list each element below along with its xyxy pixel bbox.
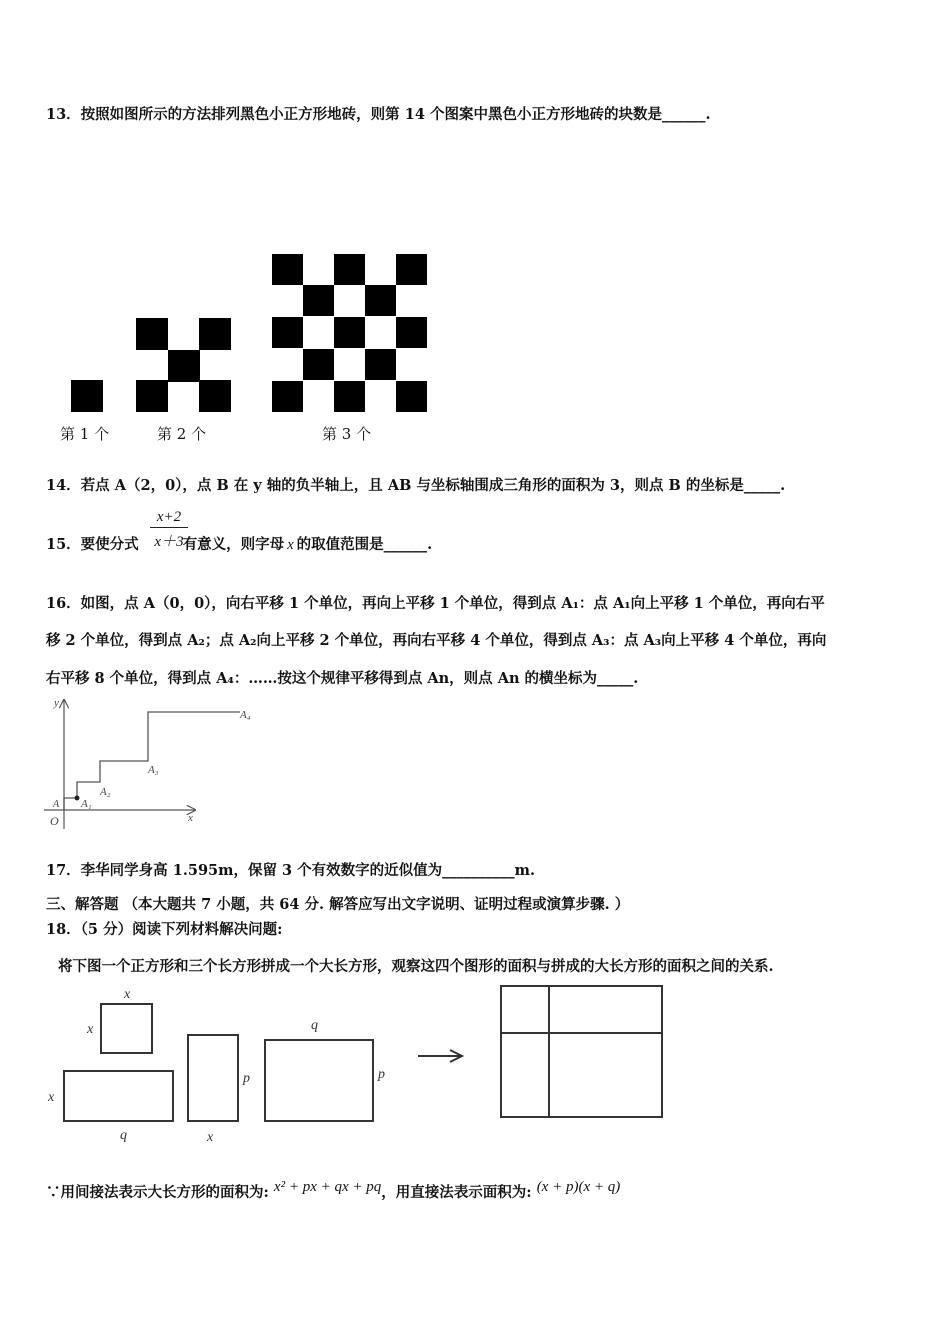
label-x: x xyxy=(188,812,193,824)
because-mid: ，用直接法表示面积为: xyxy=(381,1184,532,1201)
square-x xyxy=(101,1004,152,1053)
label-rect1-left: x xyxy=(48,1090,55,1105)
question-13: 13．按照如图所示的方法排列黑色小正方形地砖，则第 14 个图案中黑色小正方形地砖的块数是______. xyxy=(46,106,711,123)
fraction-denominator: x＋3 xyxy=(154,534,184,550)
question-16-line-1: 16．如图，点 A（0，0），向右平移 1 个单位，再向上平移 1 个单位，得到点 A₁：点 A₁向上平移 1 个单位，再向右平 xyxy=(46,595,825,612)
path-polyline xyxy=(64,712,240,810)
label-rect1-bottom: q xyxy=(120,1128,127,1143)
label-a1: A₁ xyxy=(81,798,92,810)
label-y: y xyxy=(54,697,59,709)
rect-p-by-q xyxy=(265,1040,373,1121)
point-a1 xyxy=(75,796,80,801)
pattern-1 xyxy=(71,380,103,412)
rectangles-figure xyxy=(40,982,680,1152)
question-17: 17．李华同学身高 1.595m，保留 3 个有效数字的近似值为__________m. xyxy=(46,862,536,879)
question-18-because xyxy=(46,1181,620,1202)
pattern-2 xyxy=(136,318,231,412)
label-origin: O xyxy=(50,814,59,828)
caption-pattern-2: 第 2 个 xyxy=(157,425,207,443)
question-14: 14．若点 A（2，0），点 B 在 y 轴的负半轴上，且 AB 与坐标轴围成三角形的面积为 3，则点 B 的坐标是_____. xyxy=(46,477,786,494)
label-a: A xyxy=(53,799,60,810)
expr-indirect: x² + px + qx + pq xyxy=(273,1179,382,1195)
q15-var: x xyxy=(287,537,294,553)
q15-suffix: 的取值范围是______. xyxy=(296,536,433,553)
big-rectangle xyxy=(501,986,662,1117)
label-rect3-right: p xyxy=(378,1067,385,1082)
q15-mid: 有意义，则字母 xyxy=(182,536,285,553)
translation-graph xyxy=(40,694,270,834)
question-16-line-2: 移 2 个单位，得到点 A₂；点 A₂向上平移 2 个单位，再向右平移 4 个单位，得到点 A₃：点 A₃向上平移 4 个单位，再向 xyxy=(46,632,827,649)
question-18-title: 18．（5 分）阅读下列材料解决问题: xyxy=(46,921,283,938)
pattern-3 xyxy=(272,254,427,412)
label-square-left: x xyxy=(87,1022,94,1037)
rect-x-by-q xyxy=(64,1071,173,1121)
caption-pattern-3: 第 3 个 xyxy=(322,425,372,443)
question-18-intro: 将下图一个正方形和三个长方形拼成一个大长方形，观察这四个图形的面积与拼成的大长方形的面积之间的关系. xyxy=(58,958,774,975)
tile-patterns-figure xyxy=(0,240,460,420)
fraction-numerator: x+2 xyxy=(150,509,188,528)
label-a4: A₄ xyxy=(240,709,251,721)
label-rect2-bottom: x xyxy=(207,1130,214,1145)
section-3-heading: 三、解答题 （本大题共 7 小题，共 64 分. 解答应写出文字说明、证明过程或演算步骤. ） xyxy=(46,896,630,913)
label-rect3-top: q xyxy=(311,1018,318,1033)
question-15 xyxy=(46,533,432,554)
label-a3: A₃ xyxy=(148,764,159,776)
label-square-top: x xyxy=(124,987,131,1002)
label-rect2-right: p xyxy=(243,1071,250,1086)
question-16-line-3: 右平移 8 个单位，得到点 A₄：……按这个规律平移得到点 An，则点 An 的横坐标为_____. xyxy=(46,670,639,687)
expr-direct: (x + p)(x + q) xyxy=(536,1179,621,1195)
caption-pattern-1: 第 1 个 xyxy=(60,425,110,443)
arrow xyxy=(418,1050,462,1062)
q15-prefix: 15．要使分式 xyxy=(46,536,139,553)
because-prefix: ∵用间接法表示大长方形的面积为: xyxy=(46,1184,269,1201)
rect-p-by-x xyxy=(188,1035,238,1121)
q15-fraction xyxy=(150,509,188,551)
label-a2: A₂ xyxy=(100,786,111,798)
